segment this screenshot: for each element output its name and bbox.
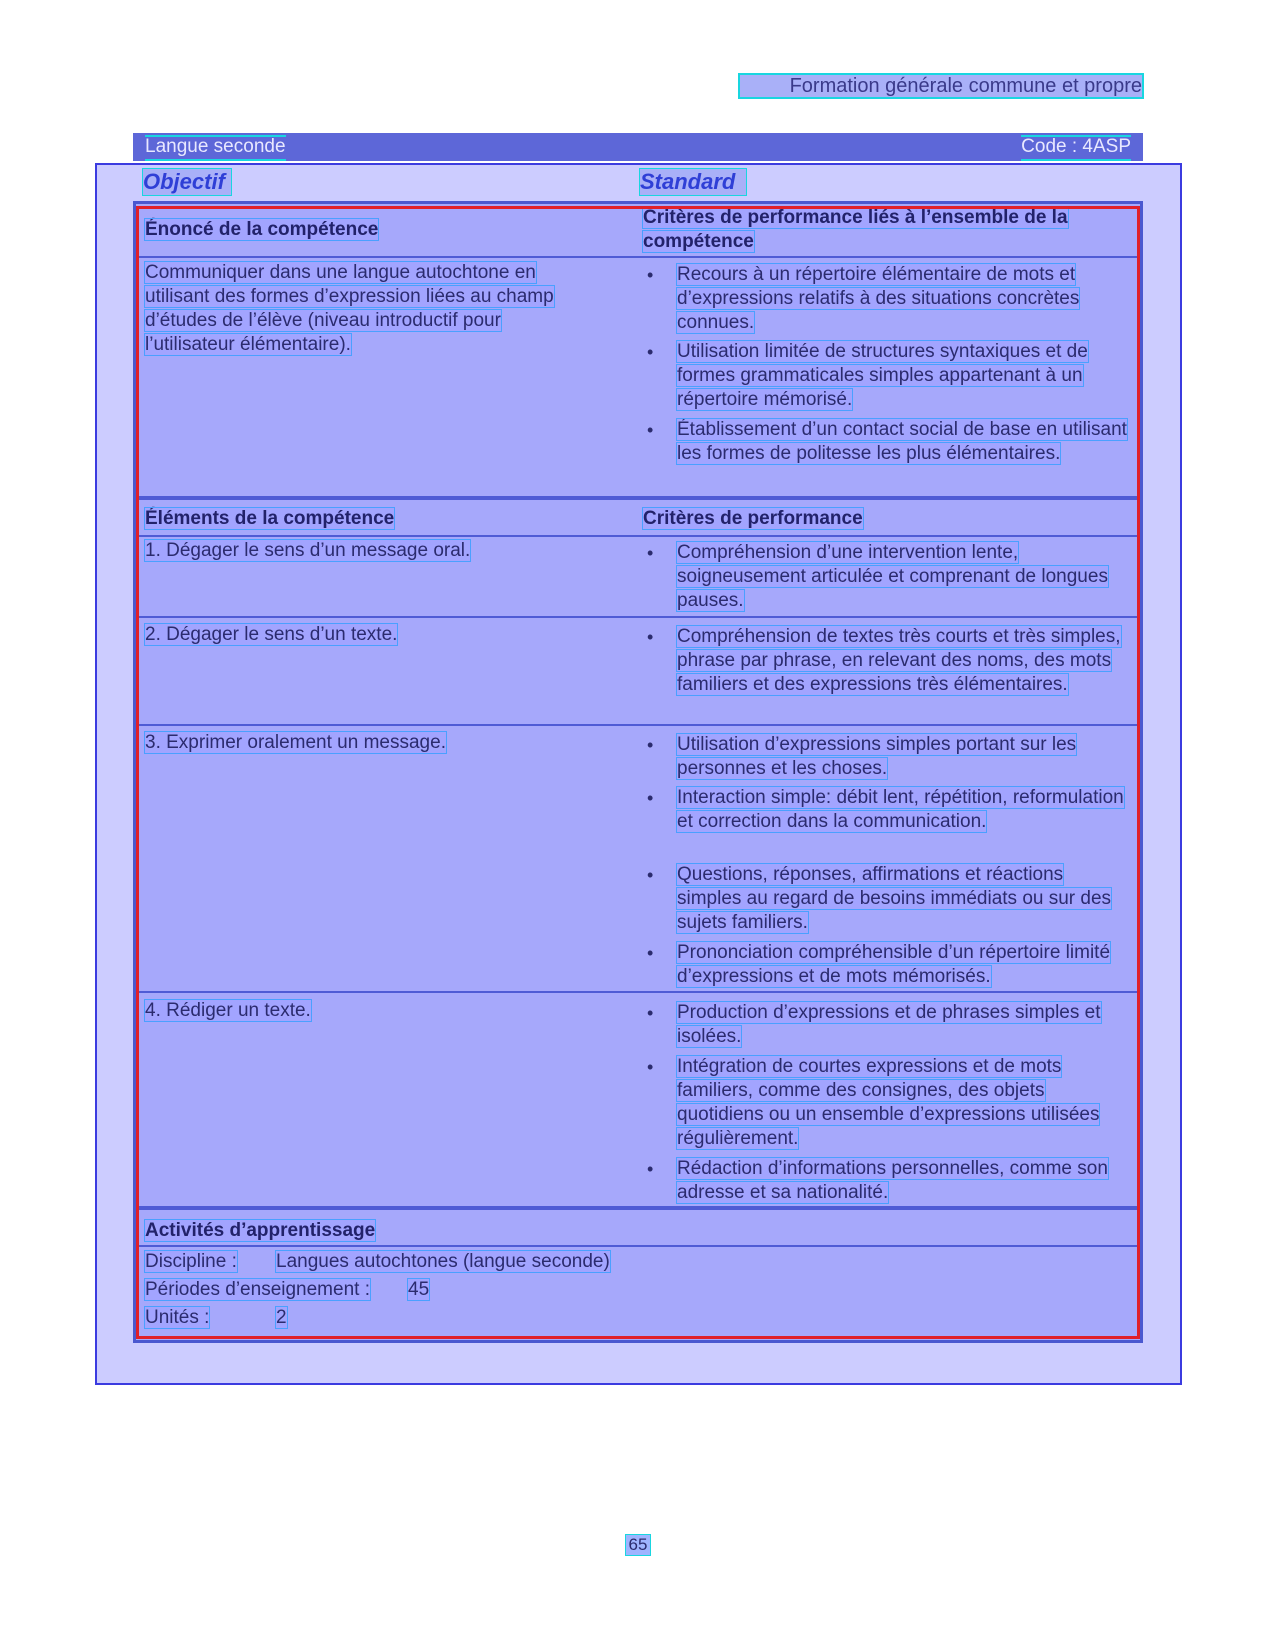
element-2: 2. Dégager le sens d’un texte. xyxy=(145,624,398,645)
row-divider xyxy=(136,991,1140,993)
running-header: Formation générale commune et propre xyxy=(740,75,1142,97)
divider xyxy=(136,256,1140,258)
discipline-label: Discipline : xyxy=(145,1251,237,1272)
standard-heading: Standard xyxy=(640,169,746,195)
unites-value: 2 xyxy=(276,1307,287,1328)
objectif-heading: Objectif xyxy=(143,169,231,195)
discipline-value: Langues autochtones (langue seconde) xyxy=(276,1251,610,1272)
unites-label: Unités : xyxy=(145,1307,210,1328)
course-language: Langue seconde xyxy=(145,135,286,161)
activites-label: Activités d’apprentissage xyxy=(145,1220,376,1241)
criteres-ensemble-label: Critères de performance liés à l’ensemble de la compétence xyxy=(643,207,1068,252)
page-number: 65 xyxy=(626,1535,650,1555)
enonce-text: Communiquer dans une langue autochtone en utilisant des formes d’expression liées au champ d’études de l’élève (niveau introductif pour l’utilisateur élémentaire). xyxy=(145,262,554,355)
course-code-bar xyxy=(133,133,1143,161)
section-divider xyxy=(136,496,1140,500)
enonce-label: Énoncé de la compétence xyxy=(145,219,379,240)
element-4: 4. Rédiger un texte. xyxy=(145,1000,311,1021)
periodes-label: Périodes d’enseignement : xyxy=(145,1279,370,1300)
section-divider xyxy=(136,1206,1140,1210)
element-1: 1. Dégager le sens d’un message oral. xyxy=(145,540,471,561)
divider xyxy=(136,1245,1140,1247)
periodes-value: 45 xyxy=(408,1279,430,1300)
criteres-label: Critères de performance xyxy=(643,508,863,529)
objectif-standard-heading xyxy=(133,163,1143,201)
row-divider xyxy=(136,724,1140,726)
elements-label: Éléments de la compétence xyxy=(145,508,395,529)
course-code: Code : 4ASP xyxy=(1021,135,1131,161)
row-divider xyxy=(136,616,1140,618)
element-3: 3. Exprimer oralement un message. xyxy=(145,732,446,753)
divider xyxy=(136,535,1140,537)
